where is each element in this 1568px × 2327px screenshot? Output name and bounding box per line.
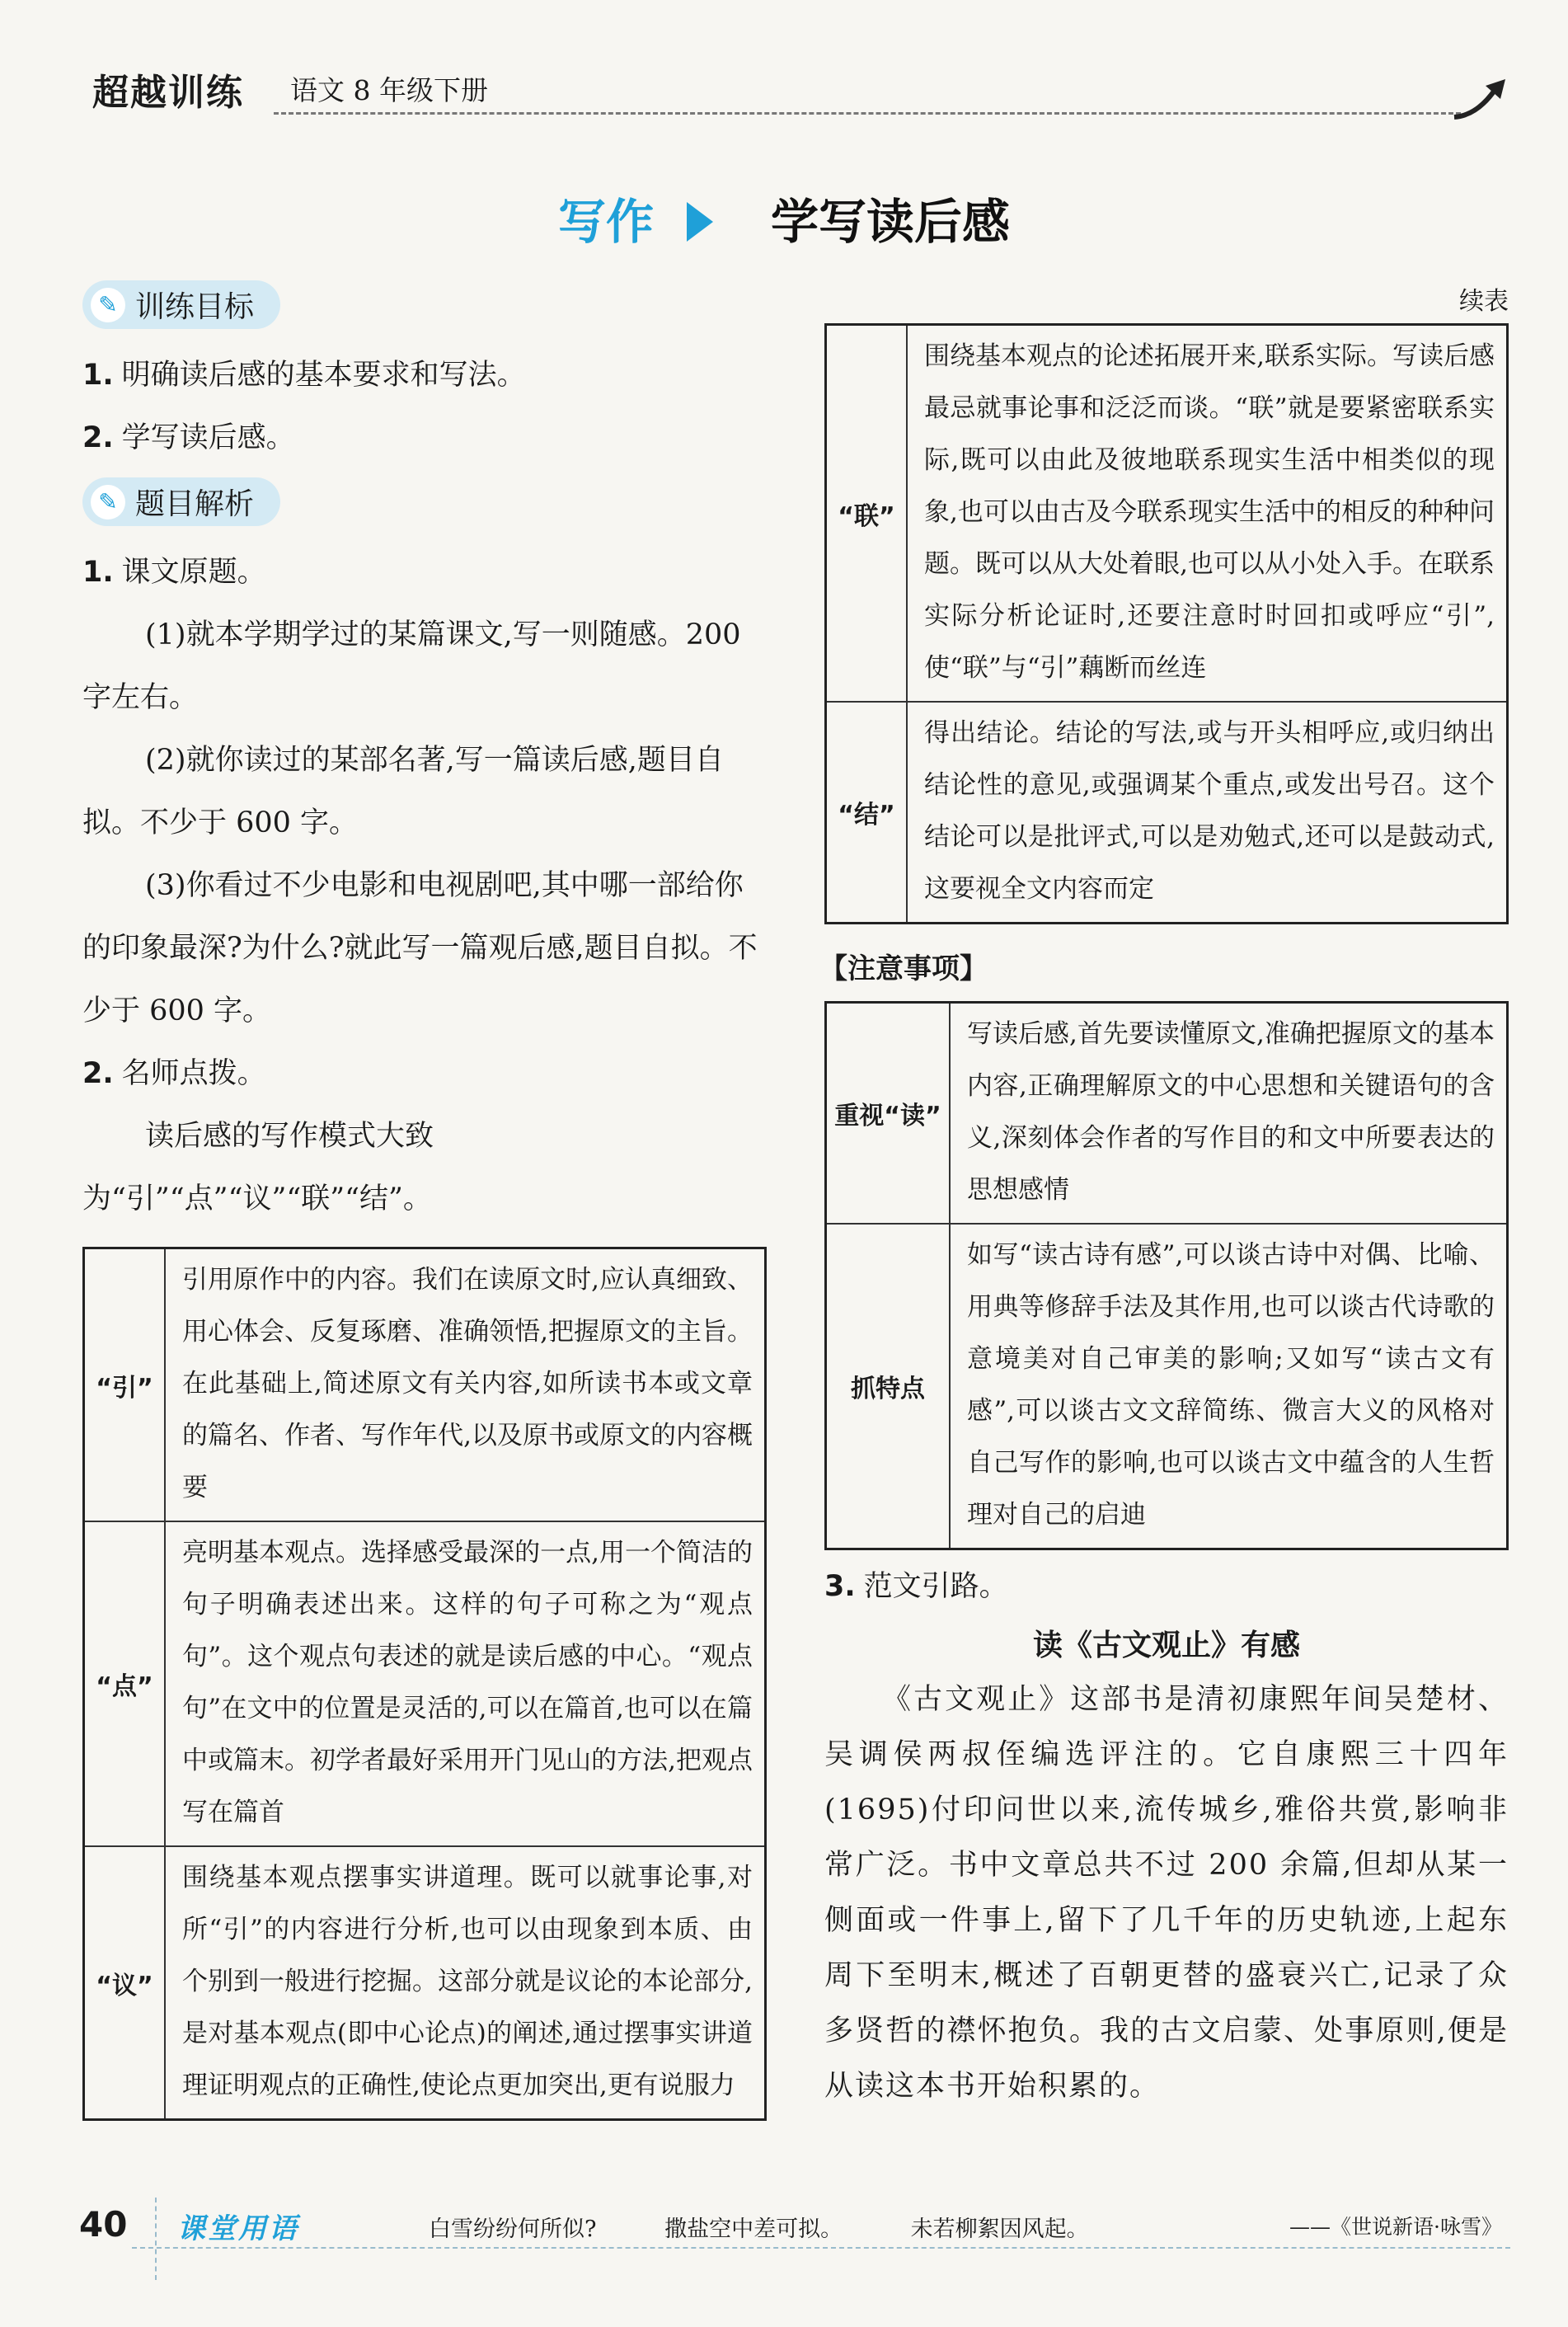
table-row bbox=[826, 702, 1508, 924]
question-1-item: (1)就本学期学过的某篇课文,写一则随感。200 字左右。 bbox=[82, 618, 741, 714]
row-key: “联” bbox=[826, 325, 908, 703]
row-text: 亮明基本观点。选择感受最深的一点,用一个简洁的句子明确表述出来。这样的句子可称之为“观点句”。这个观点句表述的就是读后感的中心。“观点句”在文中的位置是灵活的,可以在篇首,也可以在篇中或篇末。初学者最好采用开门见山的方法,把观点写在篇首 bbox=[165, 1521, 766, 1846]
page-header bbox=[92, 58, 1510, 124]
row-key: “点” bbox=[84, 1521, 166, 1846]
row-key: “引” bbox=[84, 1248, 166, 1522]
header-divider bbox=[274, 112, 1461, 115]
row-text: 引用原作中的内容。我们在读原文时,应认真细致、用心体会、反复琢磨、准确领悟,把握原文的主旨。在此基础上,简述原文有关内容,如所读书本或文章的篇名、作者、写作年代,以及原书或原文的内容概要 bbox=[165, 1248, 766, 1522]
brand-title: 超越训练 bbox=[92, 72, 244, 114]
table-row bbox=[826, 325, 1508, 703]
question-1-item: (2)就你读过的某部名著,写一篇读后感,题目自拟。不少于 600 字。 bbox=[82, 744, 724, 839]
row-text: 得出结论。结论的写法,或与开头相呼应,或归纳出结论性的意见,或强调某个重点,或发出号召。这个结论可以是批评式,可以是劝勉式,还可以是鼓动式,这要视全文内容而定 bbox=[907, 702, 1508, 924]
poem-line: 撒盐空中差可拟。 bbox=[664, 2217, 843, 2242]
title-category: 写作 bbox=[557, 194, 654, 250]
goal-item: 2. 学写读后感。 bbox=[82, 421, 295, 454]
question-2: 2. 名师点拨。 bbox=[82, 1057, 266, 1090]
row-text: 写读后感,首先要读懂原文,准确把握原文的基本内容,正确理解原文的中心思想和关键语句的含义,深刻体会作者的写作目的和文中所要表达的思想感情 bbox=[950, 1003, 1508, 1225]
row-key: 重视“读” bbox=[826, 1003, 951, 1225]
pencil-icon: ✎ bbox=[91, 485, 125, 519]
footer-label: 课堂用语 bbox=[177, 2212, 299, 2245]
table-row bbox=[826, 1003, 1508, 1225]
row-key: “议” bbox=[84, 1846, 166, 2120]
title-topic: 学写读后感 bbox=[771, 194, 1011, 250]
table-row bbox=[84, 1248, 766, 1522]
play-triangle-icon bbox=[687, 202, 713, 242]
footer-poem bbox=[429, 2211, 1125, 2243]
row-key: “结” bbox=[826, 702, 908, 924]
question-1-item: (3)你看过不少电影和电视剧吧,其中哪一部给你的印象最深?为什么?就此写一篇观后感,题目自拟。不少于 600 字。 bbox=[82, 869, 758, 1027]
writing-mode-table bbox=[82, 1247, 767, 2121]
notes-heading: 【注意事项】 bbox=[819, 952, 988, 985]
poem-source: ——《世说新语·咏雪》 bbox=[1289, 2215, 1502, 2239]
row-text: 围绕基本观点的论述拓展开来,联系实际。写读后感最忌就事论事和泛泛而谈。“联”就是要紧密联系实际,既可以由此及彼地联系现实生活中相类似的现象,也可以由古及今联系现实生活中的相反的种种问题。既可以从大处着眼,也可以从小处入手。在联系实际分析论证时,还要注意时时回扣或呼应“引”,使“联”与“引”藕断而丝连 bbox=[907, 325, 1508, 703]
essay-title: 读《古文观止》有感 bbox=[1032, 1628, 1300, 1662]
book-subtitle: 语文 8 年级下册 bbox=[290, 74, 488, 106]
pencil-icon: ✎ bbox=[91, 288, 125, 322]
row-text: 围绕基本观点摆事实讲道理。既可以就事论事,对所“引”的内容进行分析,也可以由现象到本质、由个别到一般进行挖掘。这部分就是议论的本论部分,是对基本观点(即中心论点)的阐述,通过摆事实讲道理证明观点的正确性,使论点更加突出,更有说服力 bbox=[165, 1846, 766, 2120]
notes-table bbox=[824, 1001, 1509, 1550]
row-text: 如写“读古诗有感”,可以谈古诗中对偶、比喻、用典等修辞手法及其作用,也可以谈古代诗歌的意境美对自己审美的影响;又如写“读古文有感”,可以谈古文文辞简练、微言大义的风格对自己写作的影响,也可以谈古文中蕴含的人生哲理对自己的启迪 bbox=[950, 1224, 1508, 1549]
analysis-heading bbox=[82, 477, 280, 526]
goals-heading bbox=[82, 280, 280, 329]
table-continued-label: 续表 bbox=[1459, 287, 1509, 316]
page-footer bbox=[0, 2189, 1568, 2288]
goal-item: 1. 明确读后感的基本要求和写法。 bbox=[82, 359, 526, 392]
analysis-label: 题目解析 bbox=[135, 487, 255, 521]
table-row bbox=[84, 1846, 766, 2120]
swoosh-arrow-icon bbox=[1453, 74, 1510, 124]
page-number: 40 bbox=[79, 2204, 128, 2245]
footer-line bbox=[132, 2247, 1510, 2249]
left-column bbox=[82, 280, 767, 2121]
poem-line: 白雪纷纷何所似? bbox=[429, 2217, 597, 2242]
question-1: 1. 课文原题。 bbox=[82, 556, 266, 589]
question-2-intro: 读后感的写作模式大致为“引”“点”“议”“联”“结”。 bbox=[82, 1120, 434, 1215]
row-key: 抓特点 bbox=[826, 1224, 951, 1549]
footer-divider bbox=[155, 2198, 157, 2280]
question-3: 3. 范文引路。 bbox=[824, 1570, 1008, 1603]
table-row bbox=[84, 1521, 766, 1846]
table-row bbox=[826, 1224, 1508, 1549]
poem-line: 未若柳絮因风起。 bbox=[910, 2217, 1089, 2242]
section-title bbox=[0, 183, 1568, 252]
right-column bbox=[819, 280, 1509, 2114]
essay-body: 《古文观止》这部书是清初康熙年间吴楚材、吴调侯两叔侄编选评注的。它自康熙三十四年(1695)付印问世以来,流传城乡,雅俗共赏,影响非常广泛。书中文章总共不过 200 余篇,但却从某一侧面或一件事上,留下了几千年的历史轨迹,上起东周下至明末,概述了百朝更替的盛衰兴亡,记录了众多贤哲的襟怀抱负。我的古文启蒙、处事原则,便是从读这本书开始积累的。 bbox=[824, 1683, 1509, 2103]
writing-mode-table-continued bbox=[824, 323, 1509, 924]
goals-label: 训练目标 bbox=[135, 290, 255, 324]
